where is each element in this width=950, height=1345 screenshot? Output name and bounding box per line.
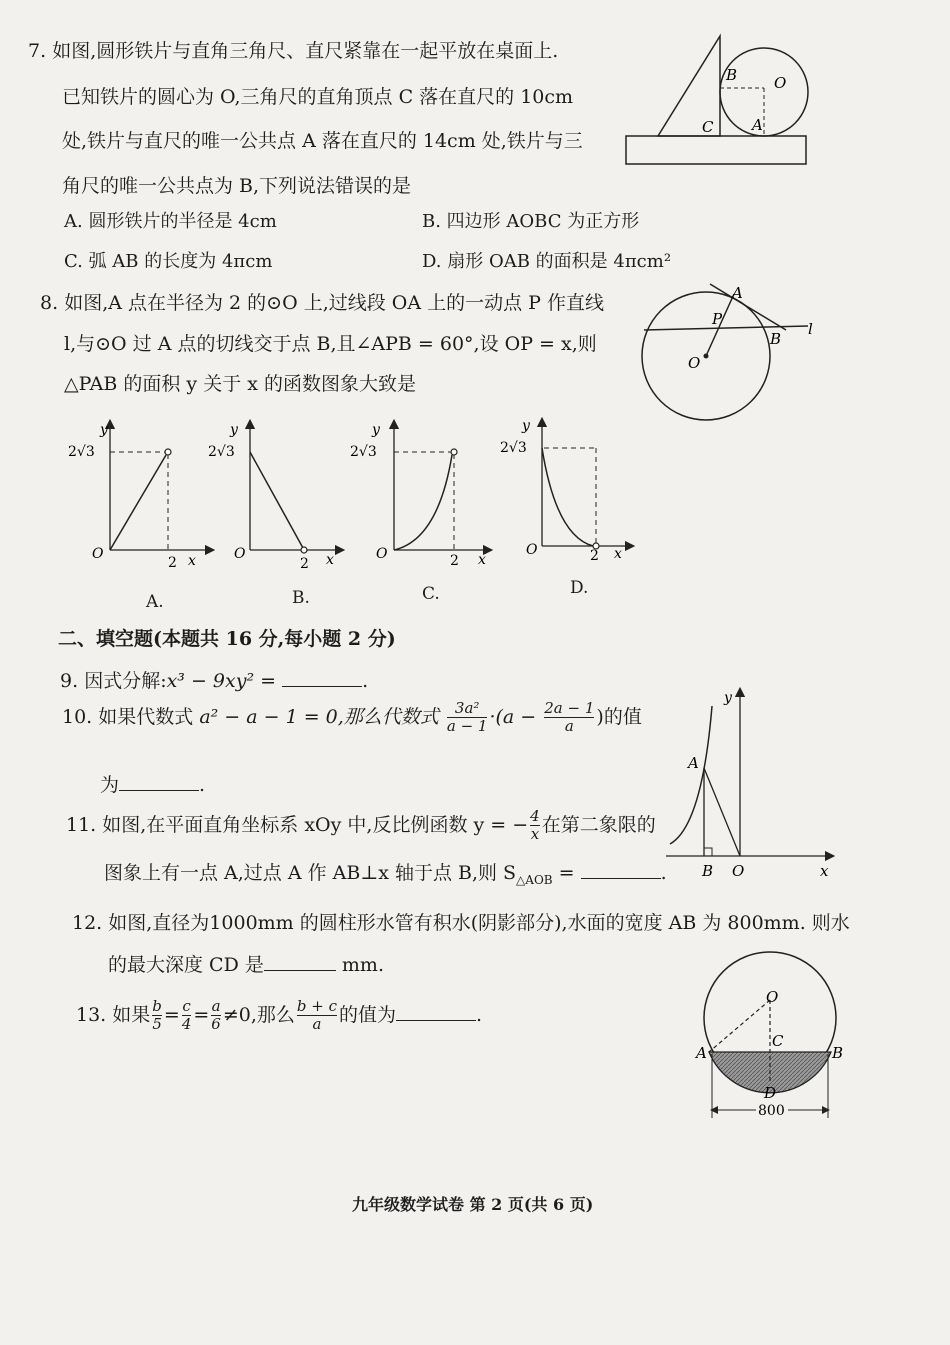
q13-period: . — [476, 1003, 483, 1026]
fig7-label-c: C — [702, 118, 714, 136]
fig12-label-a: A — [696, 1044, 707, 1062]
q9-number: 9. — [60, 670, 79, 692]
q13-frac-b5 — [152, 998, 162, 1034]
segment-oa — [709, 1000, 770, 1052]
fig12-label-b: B — [832, 1044, 844, 1062]
q7-stem-1: 如图,圆形铁片与直角三角尺、直尺紧靠在一起平放在桌面上. — [52, 40, 559, 62]
graph-c-curve — [394, 455, 452, 550]
q8-number: 8. — [40, 292, 59, 314]
q13-frac-b5-num: b — [152, 997, 162, 1015]
q13-frac-bc-a — [297, 998, 337, 1034]
fig7-label-a: A — [752, 116, 763, 134]
q11-period: . — [660, 862, 667, 884]
fig12-label-d: D — [764, 1084, 777, 1102]
q11-f-denominator: x — [530, 825, 540, 844]
q10-number: 10. — [62, 705, 93, 728]
q10-wei: 为 — [100, 774, 120, 796]
q8-stem-3: △PAB 的面积 y 关于 x 的函数图象大致是 — [64, 373, 416, 395]
graph-d-origin: O — [526, 542, 538, 558]
q7-option-a: A. 圆形铁片的半径是 4cm — [64, 211, 277, 232]
q9-period: . — [362, 670, 369, 692]
q10-line1 — [62, 700, 642, 736]
q10-fraction-2 — [544, 700, 594, 736]
q11-f-numerator: 4 — [530, 807, 540, 825]
fig7-label-b: B — [726, 66, 738, 84]
fig11-label-x: x — [820, 862, 829, 878]
fig8-label-b: B — [770, 330, 782, 348]
right-angle-mark — [704, 848, 712, 856]
q10-f2-denominator: a — [544, 717, 594, 735]
q9-expression: x³ − 9xy² = — [166, 670, 277, 692]
q13-answer-blank[interactable] — [396, 1004, 476, 1021]
q10-f2-numerator: 2a − 1 — [544, 699, 595, 717]
q11-stem-2: 图象上有一点 A,过点 A 作 AB⊥x 轴于点 B,则 S — [104, 862, 517, 884]
segment-ao — [704, 768, 740, 856]
q7-stem-2: 已知铁片的圆心为 O,三角尺的直角顶点 C 落在直尺的 10cm — [62, 86, 574, 108]
graph-c — [350, 422, 488, 569]
fig11-label-a: A — [688, 754, 699, 772]
fig8-label-o: O — [688, 354, 701, 372]
q10-middle: ·(a − — [489, 705, 537, 728]
q7-number: 7. — [28, 40, 47, 62]
q11-number: 11. — [66, 813, 97, 836]
graph-c-ymax-label: 2√3 — [350, 444, 377, 460]
q13-number: 13. — [76, 1003, 107, 1026]
q11-stem-1: 如图,在平面直角坐标系 xOy 中,反比例函数 y = − — [102, 813, 529, 836]
q10-line2 — [100, 774, 205, 797]
graph-d-option-label: D. — [570, 578, 589, 598]
q10-suffix: )的值 — [596, 705, 642, 728]
q11-answer-blank[interactable] — [581, 862, 661, 879]
q7-figure — [620, 30, 820, 170]
q13-frac-a6 — [211, 998, 221, 1034]
graph-b-origin: O — [234, 546, 246, 562]
q7-option-c: C. 弧 AB 的长度为 4πcm — [64, 251, 273, 272]
q8-stem-2: l,与⊙O 过 A 点的切线交于点 B,且∠APB = 60°,设 OP = x,则 — [64, 333, 597, 355]
fig11-label-o: O — [732, 862, 745, 878]
fig11-label-y: y — [724, 690, 732, 706]
q9-line — [60, 670, 368, 693]
graph-d-x2: 2 — [590, 548, 599, 564]
q13-line: 13. 如果 $\frac{b}{5}$ = $\frac{c}{4}$ = $\frac{a}{6}$ ≠0,那么 $\frac{b + c}{a}$ 的值为 . — [76, 997, 483, 1034]
q12-unit: mm. — [341, 954, 384, 976]
fig8-label-a: A — [732, 284, 743, 302]
fig12-width-label: 800 — [758, 1103, 785, 1119]
q9-prefix: 因式分解: — [84, 670, 167, 692]
graph-c-origin: O — [376, 546, 388, 562]
fig7-label-o: O — [774, 74, 787, 92]
graph-b-curve — [250, 452, 303, 548]
q10-prefix: 如果代数式 — [98, 705, 194, 728]
graph-c-y-label: y — [372, 422, 380, 438]
graph-a-origin: O — [92, 546, 104, 562]
graph-b-x-label: x — [326, 552, 334, 568]
q7-option-b: B. 四边形 AOBC 为正方形 — [422, 211, 640, 232]
q13-prefix: 如果 — [112, 1003, 151, 1026]
q12-number: 12. — [72, 912, 103, 934]
q12-figure — [692, 938, 852, 1124]
q7-option-d: D. 扇形 OAB 的面积是 4πcm² — [422, 251, 672, 272]
q11-fraction — [530, 808, 540, 844]
q11-equals: = — [552, 862, 575, 884]
graph-a-x2: 2 — [168, 555, 177, 571]
ruler-shape — [626, 136, 806, 164]
q13-frac-b5-den: 5 — [152, 1015, 162, 1034]
q13-suffix: 的值为 — [339, 1003, 397, 1026]
graph-a-curve — [110, 455, 166, 550]
center-dot — [704, 354, 709, 359]
section-2-heading: 二、填空题(本题共 16 分,每小题 2 分) — [58, 628, 396, 650]
q13-frac-bc-den: a — [297, 1015, 337, 1033]
q12-stem-2: 的最大深度 CD 是 — [108, 954, 264, 976]
graph-b-y-label: y — [230, 422, 238, 438]
graph-a-y-label: y — [100, 422, 108, 438]
q12-answer-blank[interactable] — [264, 954, 336, 971]
fig8-label-p: P — [712, 310, 723, 328]
q10-f1-denominator: a − 1 — [446, 717, 488, 736]
q8-stem-1: 如图,A 点在半径为 2 的⊙O 上,过线段 OA 上的一动点 P 作直线 — [64, 292, 604, 314]
graph-b-x2: 2 — [300, 556, 309, 572]
q13-condition: ≠0,那么 — [222, 1003, 295, 1026]
graph-b-option-label: B. — [292, 588, 310, 608]
q8-figure — [636, 282, 826, 424]
q7-line1 — [28, 40, 558, 63]
q11-subscript: △AOB — [516, 872, 553, 887]
q12-line2 — [108, 954, 384, 977]
graph-a-x-label: x — [188, 553, 196, 569]
fig12-label-o: O — [766, 988, 779, 1006]
q10-period: . — [199, 774, 206, 796]
page-footer: 九年级数学试卷 第 2 页(共 6 页) — [352, 1195, 594, 1214]
fig8-label-l: l — [808, 320, 813, 338]
q7-stem-4: 角尺的唯一公共点为 B,下列说法错误的是 — [62, 175, 412, 197]
hyperbola-branch — [670, 706, 712, 844]
q13-frac-a6-den: 6 — [211, 1015, 221, 1034]
fig11-label-b: B — [702, 862, 714, 878]
q13-frac-c4 — [182, 998, 192, 1034]
q10-condition: a² − a − 1 = 0,那么代数式 — [199, 705, 439, 728]
q7-stem-3: 处,铁片与直尺的唯一公共点 A 落在直尺的 14cm 处,铁片与三 — [62, 130, 583, 152]
graph-c-option-label: C. — [422, 584, 440, 604]
q12-stem-1: 如图,直径为1000mm 的圆柱形水管有积水(阴影部分),水面的宽度 AB 为 800mm. 则水 — [108, 912, 850, 934]
graph-d-y-label: y — [522, 418, 530, 434]
graph-d — [500, 418, 630, 564]
graph-d-curve — [542, 448, 593, 546]
graph-a — [68, 422, 210, 571]
q11-figure — [660, 686, 840, 878]
q13-frac-bc-num: b + c — [296, 997, 337, 1015]
q12-line1 — [72, 912, 850, 935]
graph-a-option-label: A. — [146, 592, 164, 612]
graph-a-ymax-label: 2√3 — [68, 444, 95, 460]
q8-option-graphs — [60, 412, 640, 612]
graph-b-ymax-label: 2√3 — [208, 444, 235, 460]
q10-f1-numerator: 3a² — [454, 699, 480, 717]
graph-d-ymax-label: 2√3 — [500, 440, 527, 456]
q11-line2 — [104, 862, 667, 887]
fig12-label-c: C — [772, 1032, 784, 1050]
q13-frac-c4-num: c — [182, 997, 191, 1015]
graph-b — [208, 422, 340, 572]
q8-line1 — [40, 292, 604, 315]
q11-line1 — [66, 808, 656, 844]
graph-c-x-label: x — [478, 552, 486, 568]
q10-answer-blank[interactable] — [119, 774, 199, 791]
q13-frac-c4-den: 4 — [181, 1015, 192, 1034]
q10-fraction-1 — [447, 700, 488, 736]
q11-stem-1b: 在第二象限的 — [541, 813, 656, 836]
q9-answer-blank[interactable] — [282, 670, 362, 687]
graph-c-x2: 2 — [450, 553, 459, 569]
graph-d-x-label: x — [614, 546, 622, 562]
q13-frac-a6-num: a — [211, 997, 221, 1015]
